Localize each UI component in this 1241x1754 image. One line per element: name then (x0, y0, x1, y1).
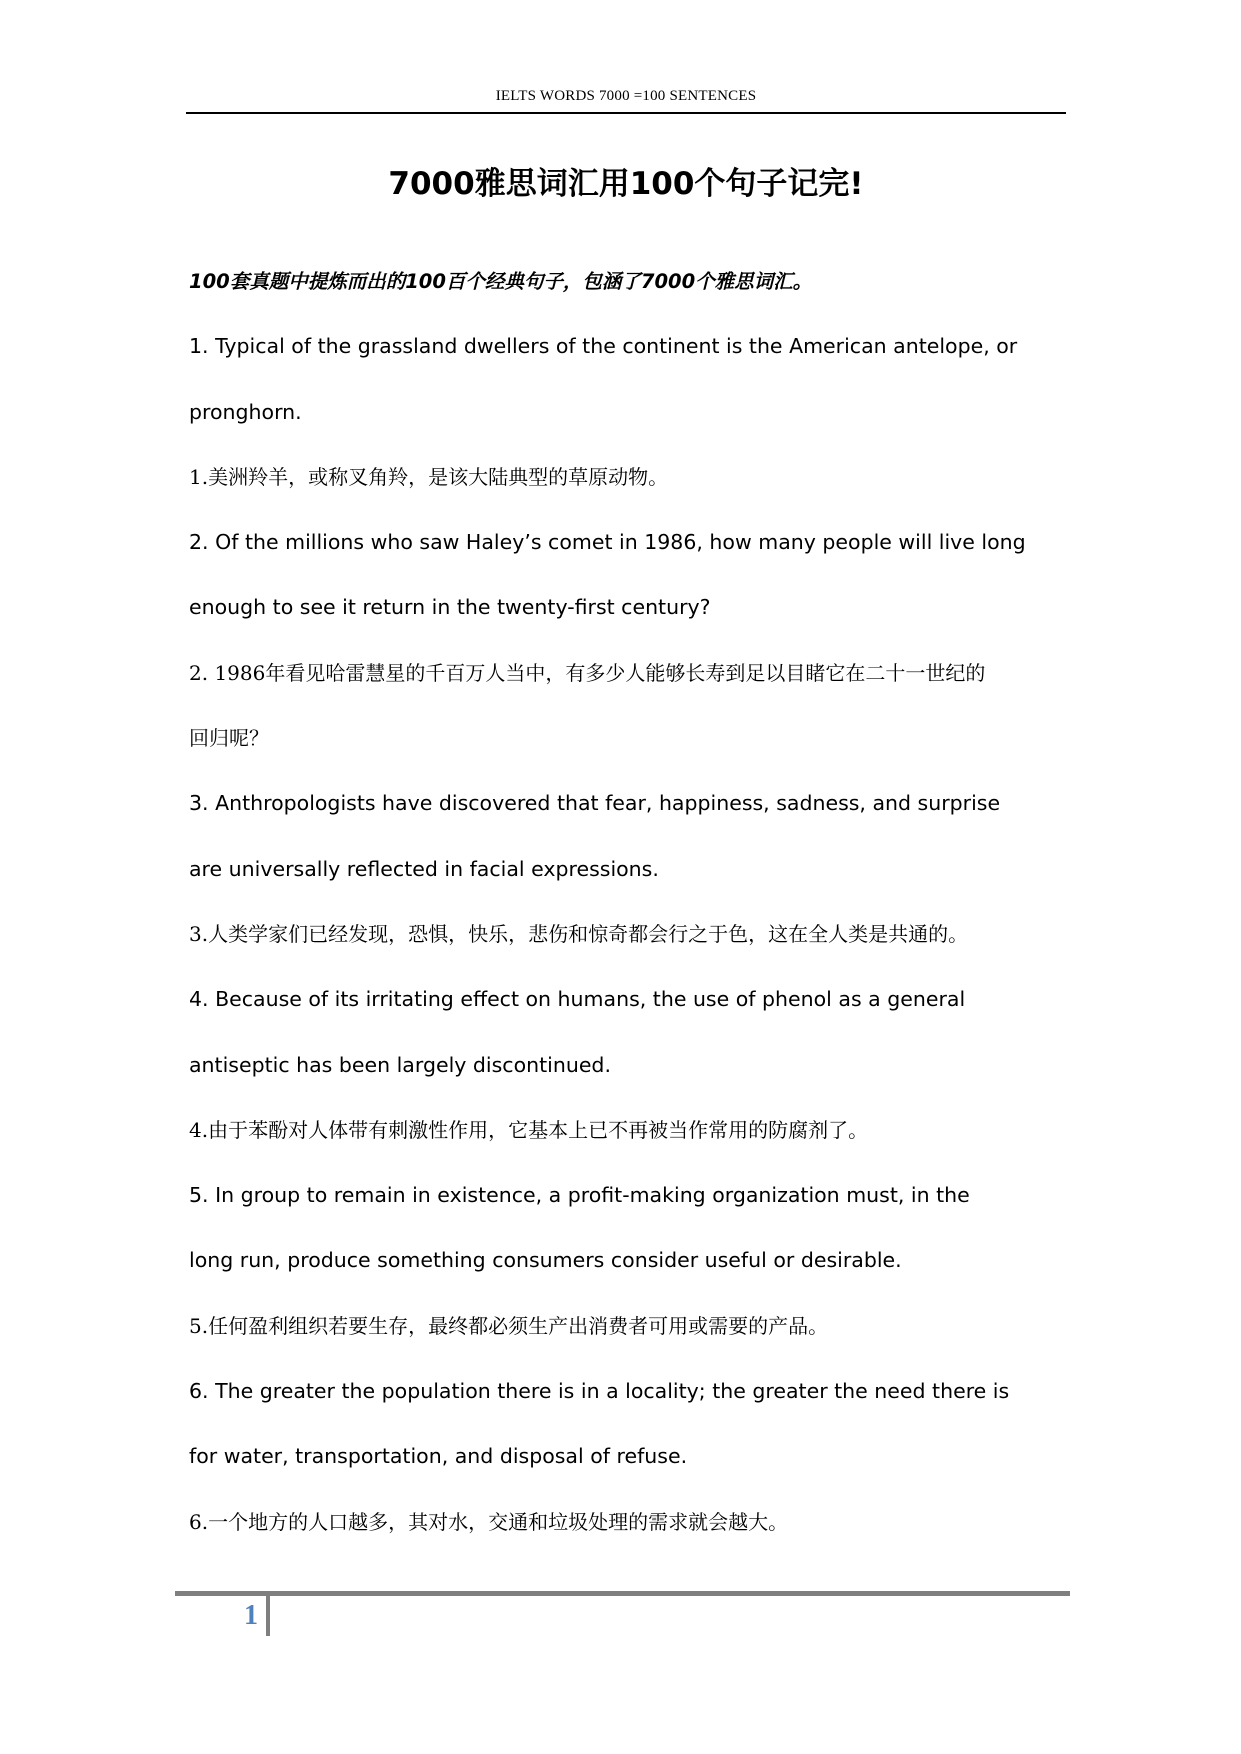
sentence-line: 4. Because of its irritating effect on humans, the use of phenol as a general (189, 987, 966, 1012)
sentence-line: for water, transportation, and disposal of refuse. (189, 1444, 688, 1469)
translation-line: 3.人类学家们已经发现，恐惧，快乐，悲伤和惊奇都会行之于色，这在全人类是共通的。 (189, 921, 969, 946)
sentence-line: 3. Anthropologists have discovered that fear, happiness, sadness, and surprise (189, 791, 1001, 816)
translation-line: 5.任何盈利组织若要生存，最终都必须生产出消费者可用或需要的产品。 (189, 1313, 829, 1338)
translation-line: 4.由于苯酚对人体带有刺激性作用，它基本上已不再被当作常用的防腐剂了。 (189, 1117, 869, 1142)
sentence-line: antiseptic has been largely discontinued. (189, 1052, 611, 1077)
document-title: 7000雅思词汇用100个句子记完! (388, 166, 864, 202)
sentence-line: are universally reflected in facial expressions. (189, 856, 659, 881)
translation-line: 2. 1986年看见哈雷慧星的千百万人当中，有多少人能够长寿到足以目睹它在二十一世纪的 (189, 660, 986, 685)
sentence-line: 6. The greater the population there is in a locality; the greater the need there is (189, 1379, 1010, 1404)
sentence-line: 1. Typical of the grassland dwellers of the continent is the American antelope, or (189, 334, 1018, 359)
sentence-line: pronghorn. (189, 399, 302, 424)
translation-line: 1.美洲羚羊，或称叉角羚，是该大陆典型的草原动物。 (189, 464, 669, 489)
translation-line: 6.一个地方的人口越多，其对水，交通和垃圾处理的需求就会越大。 (189, 1509, 789, 1534)
running-header: IELTS WORDS 7000 =100 SENTENCES (495, 88, 757, 104)
header-rule (186, 112, 1066, 114)
document-body (189, 249, 1069, 1555)
sentence-line: enough to see it return in the twenty-first century? (189, 595, 711, 620)
translation-line: 回归呢？ (189, 726, 269, 751)
sentence-line: 2. Of the millions who saw Haley’s comet in 1986, how many people will live long (189, 530, 1026, 555)
intro-line: 100套真题中提炼而出的100百个经典句子，包涵了7000个雅思词汇。 (189, 270, 813, 293)
footer-rule (175, 1591, 1070, 1596)
footer-divider (266, 1596, 270, 1636)
page-number: 1 (244, 1600, 258, 1631)
sentence-line: long run, produce something consumers consider useful or desirable. (189, 1248, 902, 1273)
sentence-line: 5. In group to remain in existence, a profit-making organization must, in the (189, 1183, 970, 1208)
